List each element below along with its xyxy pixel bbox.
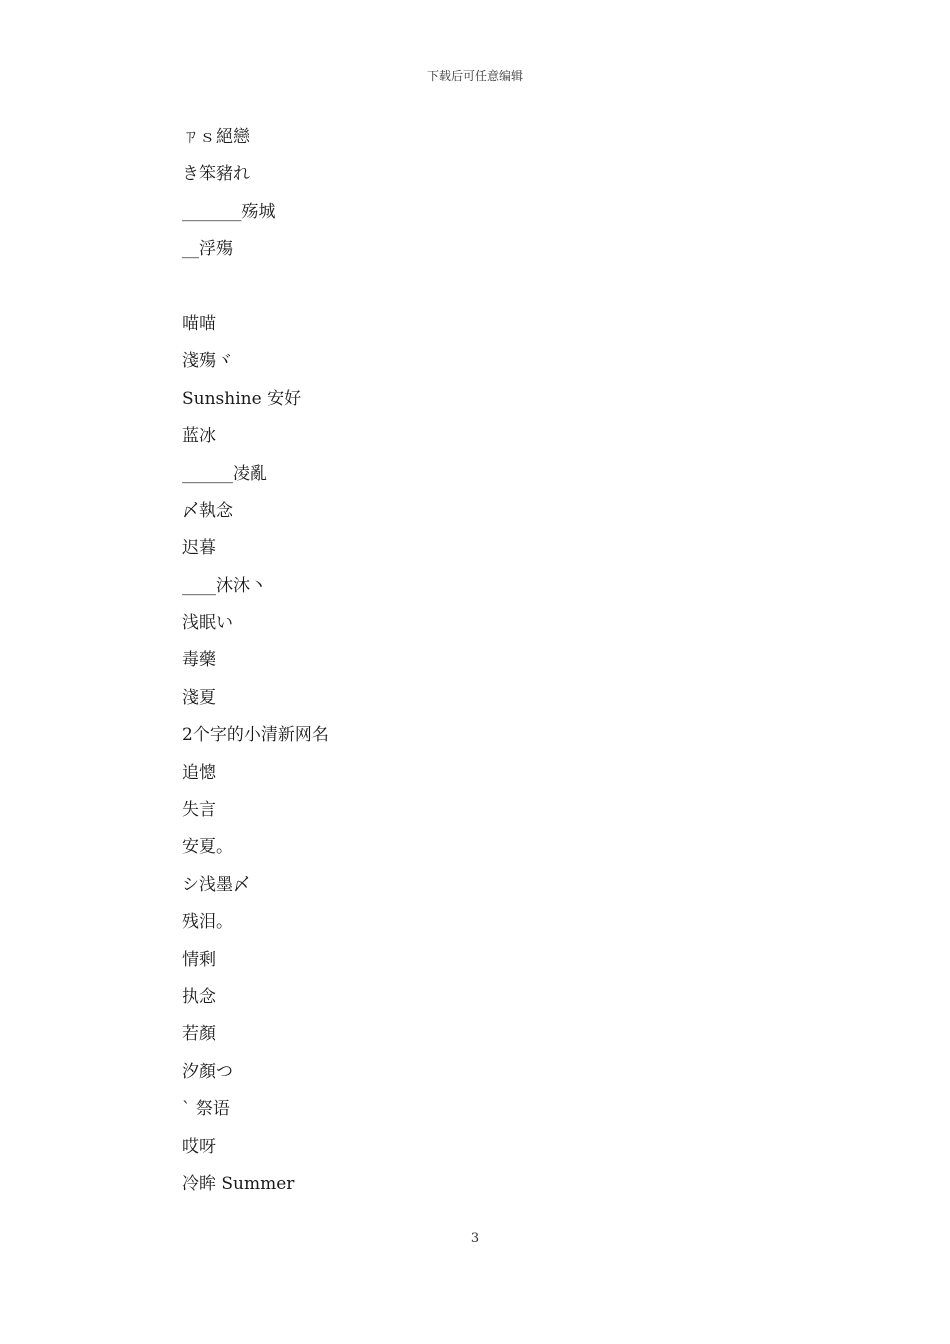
section-heading: 2个字的小清新网名 bbox=[182, 725, 329, 746]
text-line: 执念 bbox=[182, 986, 216, 1007]
text-line: 毒藥 bbox=[182, 650, 216, 671]
text-line: 冷眸 Summer bbox=[182, 1173, 295, 1194]
text-line: 浅眠い bbox=[182, 613, 233, 634]
page-header: 下载后可任意编辑 bbox=[426, 69, 523, 83]
text-line: 安夏。 bbox=[182, 837, 233, 858]
page-number: 3 bbox=[470, 1231, 480, 1246]
text-line: き笨豬れ bbox=[182, 164, 250, 185]
text-line: 喵喵 bbox=[182, 313, 216, 334]
text-line: 追憁 bbox=[182, 762, 216, 783]
text-line: 失言 bbox=[182, 800, 216, 821]
text-line: シ浅墨〆 bbox=[182, 874, 250, 895]
text-line: 蓝冰 bbox=[182, 426, 216, 447]
text-line: 淺殤ヾ bbox=[182, 351, 233, 372]
text-line: _______殇城 bbox=[182, 201, 276, 222]
text-line: 哎呀 bbox=[182, 1136, 216, 1157]
blank-line bbox=[182, 272, 782, 309]
text-line: ____沐沐丶 bbox=[182, 575, 267, 596]
text-line: ㄗｓ絕戀 bbox=[182, 127, 250, 147]
text-line: ` 祭语 bbox=[182, 1099, 230, 1120]
text-line: ______凌亂 bbox=[182, 463, 267, 484]
text-line: 若顏 bbox=[182, 1024, 216, 1045]
text-line: 〆執念 bbox=[182, 500, 233, 521]
document-body bbox=[182, 122, 782, 1206]
text-line: 迟暮 bbox=[182, 538, 216, 559]
text-line: Sunshine 安好 bbox=[182, 388, 302, 409]
text-line: 汐顏つ bbox=[182, 1061, 233, 1082]
text-line: 淺夏 bbox=[182, 687, 216, 708]
text-line: __浮殤 bbox=[182, 239, 233, 260]
text-line: 情剩 bbox=[182, 949, 216, 970]
text-line: 残泪。 bbox=[182, 912, 233, 933]
